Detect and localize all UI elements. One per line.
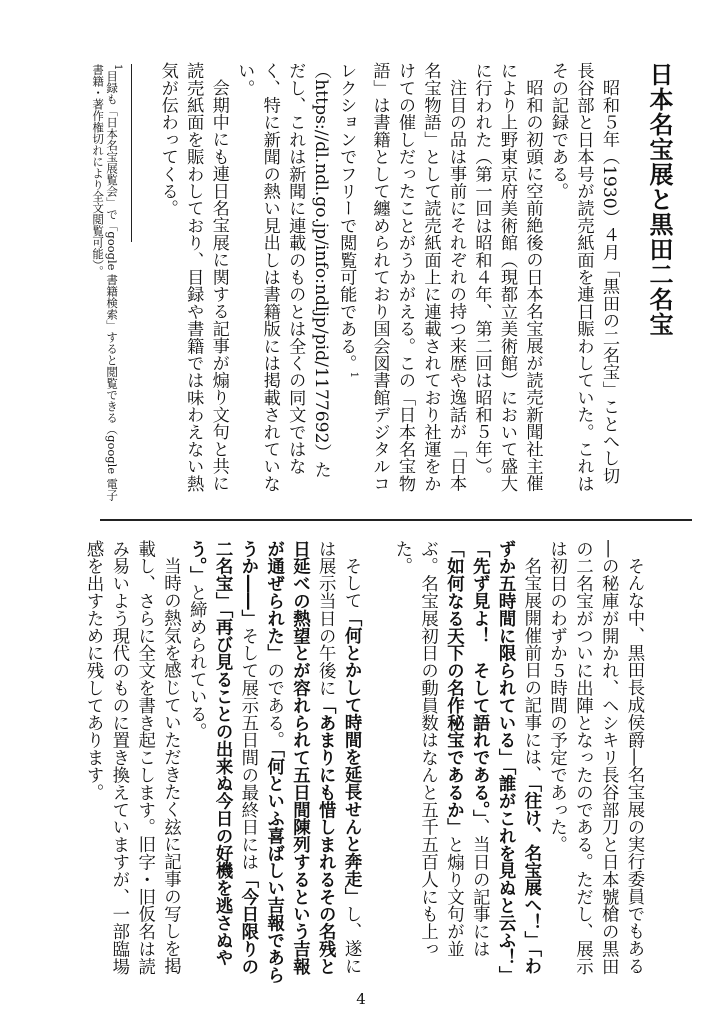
headline-quote: 「今日限りの二名宝」「再び見ることの出来ぬ今日の好機を逃さぬやう。」 — [186, 540, 258, 975]
text-run: と煽り文句が並ぶ。名宝展初日の動員数はなんと五千五百人にも上った。 — [391, 540, 464, 958]
text-run: そして — [341, 557, 362, 610]
paragraph — [79, 540, 182, 988]
headline-quote: 「如何なる天下の名作秘宝であるか」 — [443, 540, 464, 836]
text-run: と締められている。 — [186, 583, 207, 741]
text-run: 名宝展開催前日の記事には、 — [520, 557, 541, 784]
paragraph — [468, 62, 545, 494]
text-run: そんな中、黒田長成侯爵―名宝展の実行委員でもある―の秘庫が開かれ、ヘシキリ長谷部刀と日本號槍の黒田の二名宝がついに出陣となったのである。ただし、展示は初日のわずか５時間の予定であった。 — [546, 540, 644, 975]
footnote-text: 目録も「日本名宝展覧会」で「google 書籍検索」すると閲覧できる（google 電子書籍・著作権切れにより全文閲覧可能）。 — [91, 64, 120, 501]
paragraph — [154, 62, 231, 494]
paragraph — [543, 540, 646, 988]
intro-section — [112, 62, 672, 494]
text-run: 会期中にも連日名宝展に関する記事が煽り文句と共に読売紙面を賑わしており、目録や書籍では味わえない熱気が伝わってくる。 — [157, 62, 229, 492]
section-divider — [100, 519, 692, 521]
page-number: 4 — [356, 990, 366, 1008]
headline-quote: 「往け、名宝展へ！」「わずか五時間に限られている」「誰がこれを見ぬと云ふ！」「先ず見よ！ そして語れである。」 — [469, 540, 541, 984]
headline-quote: 「何といふ喜ばしい吉報であらうか――」 — [237, 540, 284, 984]
text-run: のである。 — [263, 661, 284, 749]
article-body — [83, 540, 646, 988]
text-run: （https://dl.ndl.go.jp/info:ndljp/pid/1177692）ただし、これは新聞に連載のものとは全くの同文ではなく、特に新聞の熱い見出しは書籍版には掲載されていない。 — [234, 62, 331, 492]
paragraph — [545, 62, 622, 494]
page-title: 日本名宝展と黒田二名宝 — [645, 62, 673, 337]
paragraph — [182, 540, 363, 988]
paragraph — [231, 62, 468, 494]
footnote-ref: 1 — [348, 371, 359, 378]
paragraph — [388, 540, 543, 988]
text-run: 当時の熱気を感じていただきたく玆に記事の写しを掲載し、さらに全文を書き起こします。旧字・旧仮名は読み易いよう現代のものに置き換えていますが、一部臨場感を出すために残してあります。 — [83, 540, 181, 975]
text-run: 昭和５年（1930）４月「黒田の二名宝」ことへし切長谷部と日本号が読売紙面を連日賑わしていた。これはその記録である。 — [548, 62, 619, 492]
text-run: 、当日の記事には — [469, 818, 490, 958]
footnote-divider — [131, 64, 132, 242]
footnote — [84, 64, 124, 504]
headline-quote: 「何とかして時間を延長せんと奔走」 — [341, 609, 362, 906]
footnote-mark: 1 — [112, 64, 123, 71]
text-run: し、遂には展示当日の午後に — [315, 540, 362, 976]
text-run: 昭和の初頭に空前絶後の日本名宝展が読売新聞社主催により上野東京府美術館（現都立美術館）において盛大に行われた（第一回は昭和４年、第二回は昭和５年）。 — [471, 62, 543, 492]
text-run: 注目の品は事前にそれぞれの持つ来歴や逸話が「日本名宝物語」として読売紙面上に連載されており社運をかけての催しだったことがうかがえる。この「日本名宝物語」は書籍として纏められており国会図書館デジタルコレクションでフリーで閲覧可能である。 — [336, 62, 466, 492]
headline-quote: 「あまりにも惜しまれるその名残と日延べの熱望とが容れられて五日間陳列するという吉報が通ぜられた」 — [263, 540, 336, 976]
intro-body — [154, 62, 621, 494]
text-run: そして展示五日間の最終日には — [237, 626, 258, 871]
